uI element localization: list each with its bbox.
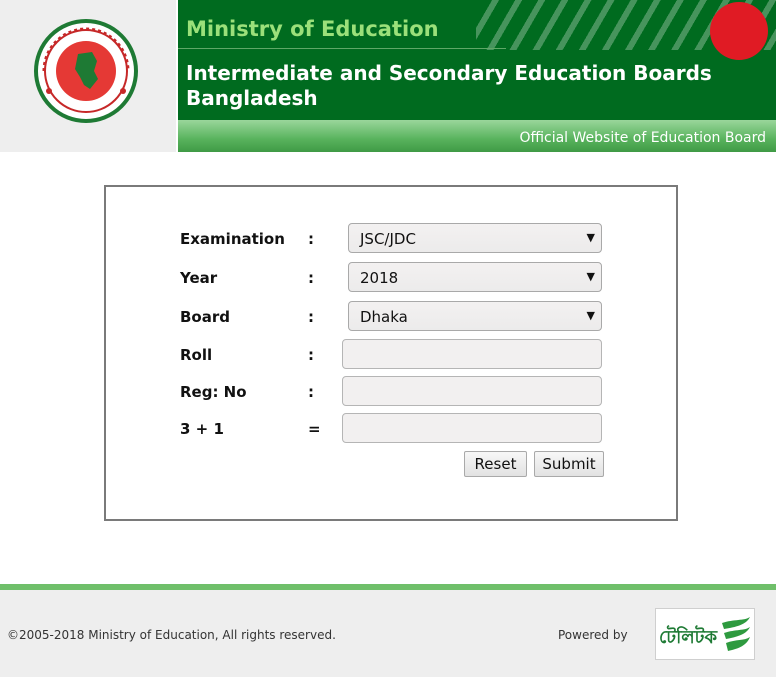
government-seal-icon [34,19,138,123]
roll-input[interactable] [342,339,602,369]
board-title-line2: Bangladesh [186,86,318,110]
logo-area [0,0,176,152]
ministry-title: Ministry of Education [186,17,439,41]
site-footer [0,590,776,677]
site-header [0,0,776,152]
captcha-label: 3 + 1 [180,420,224,438]
reg-no-colon: : [308,383,314,401]
chevron-down-icon: ▼ [586,309,595,322]
teletalk-logo-icon[interactable] [655,608,755,660]
powered-by-text: Powered by [558,628,628,642]
year-colon: : [308,269,314,287]
examination-select[interactable] [348,223,602,253]
examination-value: JSC/JDC [360,230,416,248]
year-select[interactable] [348,262,602,292]
official-website-text: Official Website of Education Board [519,130,766,146]
divider [178,48,506,49]
board-colon: : [308,308,314,326]
year-label: Year [180,269,218,287]
examination-label: Examination [180,230,285,248]
board-title [186,61,766,111]
flag-emblem [710,2,768,60]
reg-no-input[interactable] [342,376,602,406]
examination-colon: : [308,230,314,248]
roll-label: Roll [180,346,213,364]
captcha-equals: = [308,420,321,438]
board-label: Board [180,308,230,326]
teletalk-logo-graphic [656,609,754,659]
board-title-line1: Intermediate and Secondary Education Boards [186,61,712,85]
result-form-panel [104,185,678,521]
captcha-input[interactable] [342,413,602,443]
chevron-down-icon: ▼ [586,231,595,244]
year-value: 2018 [360,269,399,287]
header-banner [178,0,776,152]
board-select[interactable] [348,301,602,331]
reset-button[interactable]: Reset [464,451,527,477]
roll-colon: : [308,346,314,364]
copyright-text: ©2005-2018 Ministry of Education, All rights reserved. [7,628,336,642]
submit-button[interactable]: Submit [534,451,604,477]
board-value: Dhaka [360,308,408,326]
reg-no-label: Reg: No [180,383,247,401]
teletalk-wordmark: টেলিটক [659,627,718,648]
chevron-down-icon: ▼ [586,270,595,283]
